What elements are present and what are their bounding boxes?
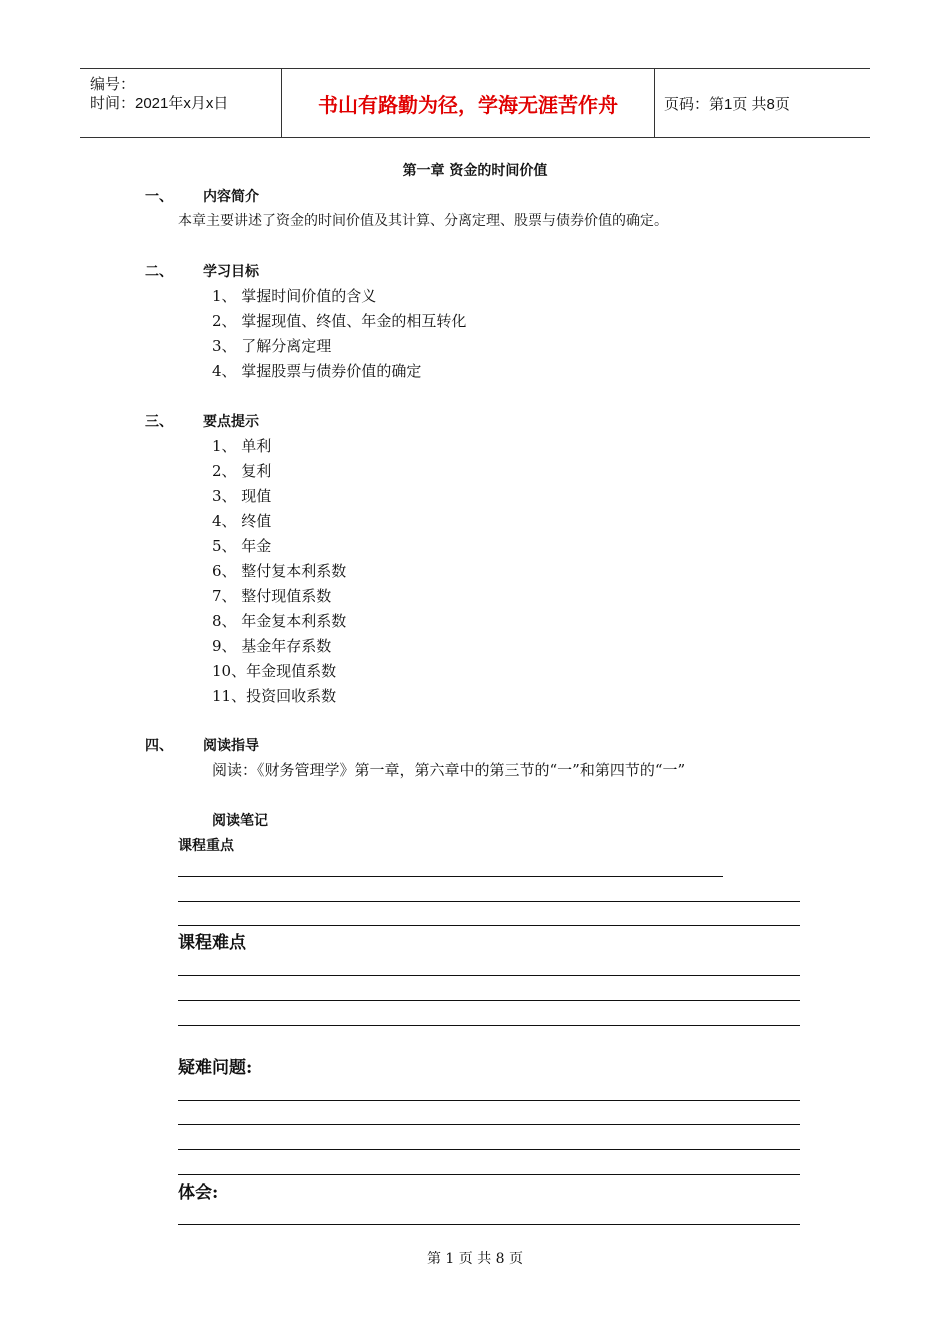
intro-text: 本章主要讲述了资金的时间价值及其计算、分离定理、股票与债券价值的确定。	[178, 213, 668, 229]
section-number-1: 一、	[145, 189, 173, 205]
answer-line	[178, 1224, 800, 1225]
header-page	[664, 69, 870, 137]
point-item: 10、年金现值系数	[212, 662, 337, 680]
section-title-goals: 学习目标	[203, 264, 259, 280]
point-item: 7、 整付现值系数	[212, 587, 332, 605]
point-item: 4、 终值	[212, 512, 272, 530]
section-title-reading: 阅读指导	[203, 738, 259, 754]
section-number-4: 四、	[145, 738, 173, 754]
notes-title: 阅读笔记	[212, 813, 268, 829]
point-item: 3、 现值	[212, 487, 272, 505]
document-header	[80, 68, 870, 138]
header-meta	[80, 69, 280, 137]
point-item: 9、 基金年存系数	[212, 637, 332, 655]
goal-item: 2、 掌握现值、终值、年金的相互转化	[212, 312, 467, 330]
goal-item: 4、 掌握股票与债券价值的确定	[212, 362, 422, 380]
answer-line	[178, 1149, 800, 1150]
reflection-label: 体会:	[178, 1183, 219, 1203]
answer-line	[178, 1174, 800, 1175]
point-item: 6、 整付复本利系数	[212, 562, 347, 580]
number-label: 编号：	[90, 76, 136, 93]
point-item: 2、 复利	[212, 462, 272, 480]
chapter-title: 第一章 资金的时间价值	[402, 163, 548, 179]
answer-line	[178, 1124, 800, 1125]
answer-line	[178, 1100, 800, 1101]
goal-item: 3、 了解分离定理	[212, 337, 332, 355]
key-points-label: 课程重点	[178, 838, 234, 854]
point-item: 11、投资回收系数	[212, 687, 337, 705]
section-number-3: 三、	[145, 414, 173, 430]
page-footer: 第 1 页 共 8 页	[426, 1251, 524, 1267]
reading-text: 阅读：《财务管理学》第一章，第六章中的第三节的“一”和第四节的“一”	[212, 761, 686, 779]
page-label: 页码：第1页 共8页	[664, 95, 790, 113]
answer-line	[178, 876, 723, 877]
questions-label: 疑难问题:	[178, 1058, 253, 1078]
answer-line	[178, 1025, 800, 1026]
goal-item: 1、 掌握时间价值的含义	[212, 287, 377, 305]
answer-line	[178, 1000, 800, 1001]
answer-line	[178, 975, 800, 976]
section-title-points: 要点提示	[203, 414, 259, 430]
answer-line	[178, 925, 800, 926]
answer-line	[178, 901, 800, 902]
header-motto: 书山有路勤为径，学海无涯苦作舟	[281, 69, 655, 137]
section-title-intro: 内容简介	[203, 189, 259, 205]
point-item: 5、 年金	[212, 537, 272, 555]
point-item: 1、 单利	[212, 437, 272, 455]
point-item: 8、 年金复本利系数	[212, 612, 347, 630]
difficulties-label: 课程难点	[178, 933, 246, 953]
section-number-2: 二、	[145, 264, 173, 280]
time-label: 时间：2021年x月x日	[90, 95, 229, 112]
